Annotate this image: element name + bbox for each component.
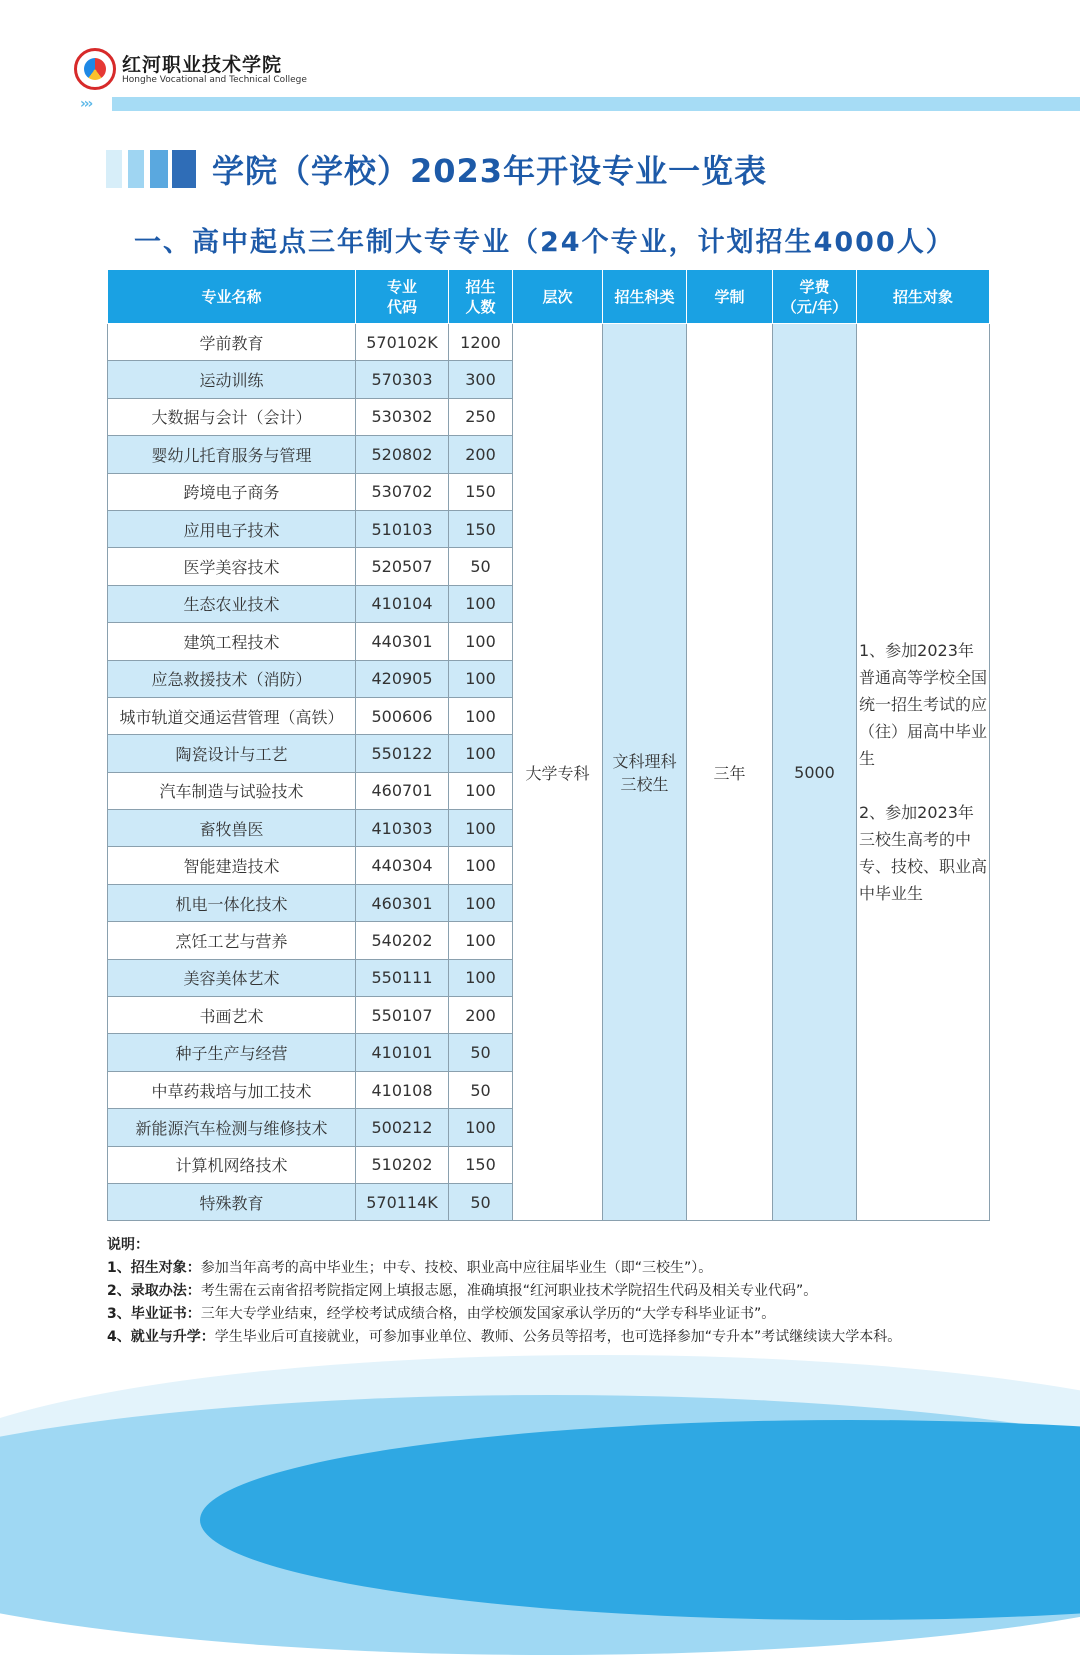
page-title: 学院（学校）2023年开设专业一览表	[212, 152, 768, 190]
cell-count: 300	[449, 361, 513, 398]
header-fee: 学费 （元/年）	[773, 270, 857, 324]
page-header	[0, 0, 1080, 110]
cell-name: 应用电子技术	[108, 510, 356, 547]
cell-count: 50	[449, 1071, 513, 1108]
cell-name: 智能建造技术	[108, 847, 356, 884]
cell-name: 婴幼儿托育服务与管理	[108, 436, 356, 473]
cell-name: 计算机网络技术	[108, 1146, 356, 1183]
header-band	[112, 97, 1080, 111]
cell-name: 学前教育	[108, 324, 356, 361]
cell-count: 100	[449, 959, 513, 996]
cell-code: 460301	[356, 884, 449, 921]
cell-code: 510202	[356, 1146, 449, 1183]
cell-name: 种子生产与经营	[108, 1034, 356, 1071]
cell-count: 100	[449, 735, 513, 772]
cell-count: 100	[449, 660, 513, 697]
cell-code: 410303	[356, 810, 449, 847]
header-code: 专业 代码	[356, 270, 449, 324]
header-level: 层次	[513, 270, 603, 324]
header-target: 招生对象	[857, 270, 990, 324]
cell-count: 100	[449, 922, 513, 959]
college-name-en: Honghe Vocational and Technical College	[122, 75, 307, 85]
cell-level: 大学专科	[513, 324, 603, 1221]
cell-code: 540202	[356, 922, 449, 959]
cell-code: 410108	[356, 1071, 449, 1108]
cell-category: 文科理科 三校生	[603, 324, 687, 1221]
chevron-icon: ›››	[80, 96, 92, 112]
cell-name: 跨境电子商务	[108, 473, 356, 510]
cell-count: 100	[449, 1109, 513, 1146]
cell-name: 应急救援技术（消防）	[108, 660, 356, 697]
notes-heading: 说明：	[107, 1237, 149, 1253]
cell-name: 美容美体艺术	[108, 959, 356, 996]
cell-name: 城市轨道交通运营管理（高铁）	[108, 697, 356, 734]
cell-name: 医学美容技术	[108, 548, 356, 585]
table-header-row	[108, 270, 990, 324]
cell-code: 530702	[356, 473, 449, 510]
cell-count: 150	[449, 473, 513, 510]
cell-count: 50	[449, 1183, 513, 1220]
header-category: 招生科类	[603, 270, 687, 324]
notes-section	[107, 1234, 1057, 1349]
cell-name: 机电一体化技术	[108, 884, 356, 921]
cell-name: 畜牧兽医	[108, 810, 356, 847]
cell-count: 100	[449, 810, 513, 847]
note-item: 3、毕业证书：三年大专学业结束，经学校考试成绩合格，由学校颁发国家承认学历的“大学专科毕业证书”。	[107, 1306, 776, 1322]
cell-name: 中草药栽培与加工技术	[108, 1071, 356, 1108]
cell-count: 250	[449, 398, 513, 435]
cell-count: 100	[449, 847, 513, 884]
header-name: 专业名称	[108, 270, 356, 324]
cell-count: 150	[449, 1146, 513, 1183]
cell-code: 510103	[356, 510, 449, 547]
cell-count: 100	[449, 623, 513, 660]
cell-name: 汽车制造与试验技术	[108, 772, 356, 809]
cell-code: 570102K	[356, 324, 449, 361]
cell-code: 420905	[356, 660, 449, 697]
section-title: 一、高中起点三年制大专专业（24个专业，计划招生4000人）	[134, 227, 955, 258]
cell-name: 生态农业技术	[108, 585, 356, 622]
title-decoration	[106, 150, 196, 188]
cell-count: 200	[449, 436, 513, 473]
cell-count: 100	[449, 884, 513, 921]
cell-name: 书画艺术	[108, 997, 356, 1034]
cell-count: 50	[449, 1034, 513, 1071]
cell-name: 建筑工程技术	[108, 623, 356, 660]
note-item: 2、录取办法：考生需在云南省招考院指定网上填报志愿，准确填报“红河职业技术学院招生代码及相关专业代码”。	[107, 1283, 818, 1299]
cell-code: 550122	[356, 735, 449, 772]
cell-fee: 5000	[773, 324, 857, 1221]
cell-name: 烹饪工艺与营养	[108, 922, 356, 959]
cell-code: 410101	[356, 1034, 449, 1071]
cell-code: 570114K	[356, 1183, 449, 1220]
note-item: 4、就业与升学：学生毕业后可直接就业，可参加事业单位、教师、公务员等招考，也可选择参加“专升本”考试继续读大学本科。	[107, 1329, 902, 1345]
cell-code: 500606	[356, 697, 449, 734]
cell-code: 570303	[356, 361, 449, 398]
cell-name: 特殊教育	[108, 1183, 356, 1220]
cell-code: 460701	[356, 772, 449, 809]
header-duration: 学制	[687, 270, 773, 324]
cell-count: 100	[449, 585, 513, 622]
cell-count: 1200	[449, 324, 513, 361]
cell-name: 大数据与会计（会计）	[108, 398, 356, 435]
college-logo-icon	[74, 48, 116, 90]
note-item: 1、招生对象：参加当年高考的高中毕业生；中专、技校、职业高中应往届毕业生（即“三校生”）。	[107, 1260, 713, 1276]
majors-table	[107, 269, 990, 1221]
cell-code: 500212	[356, 1109, 449, 1146]
table-row	[108, 324, 990, 361]
cell-duration: 三年	[687, 324, 773, 1221]
cell-code: 550111	[356, 959, 449, 996]
cell-code: 530302	[356, 398, 449, 435]
cell-name: 运动训练	[108, 361, 356, 398]
cell-count: 150	[449, 510, 513, 547]
cell-count: 50	[449, 548, 513, 585]
cell-code: 520802	[356, 436, 449, 473]
college-name-cn: 红河职业技术学院	[122, 54, 283, 76]
cell-target: 1、参加2023年普通高等学校全国统一招生考试的应（往）届高中毕业生 2、参加2023年三校生高考的中专、技校、职业高中毕业生	[857, 324, 990, 1221]
header-count: 招生 人数	[449, 270, 513, 324]
cell-code: 550107	[356, 997, 449, 1034]
cell-name: 陶瓷设计与工艺	[108, 735, 356, 772]
cell-count: 100	[449, 772, 513, 809]
cell-count: 100	[449, 697, 513, 734]
cell-code: 440304	[356, 847, 449, 884]
cell-code: 440301	[356, 623, 449, 660]
cell-name: 新能源汽车检测与维修技术	[108, 1109, 356, 1146]
cell-code: 410104	[356, 585, 449, 622]
cell-code: 520507	[356, 548, 449, 585]
cell-count: 200	[449, 997, 513, 1034]
